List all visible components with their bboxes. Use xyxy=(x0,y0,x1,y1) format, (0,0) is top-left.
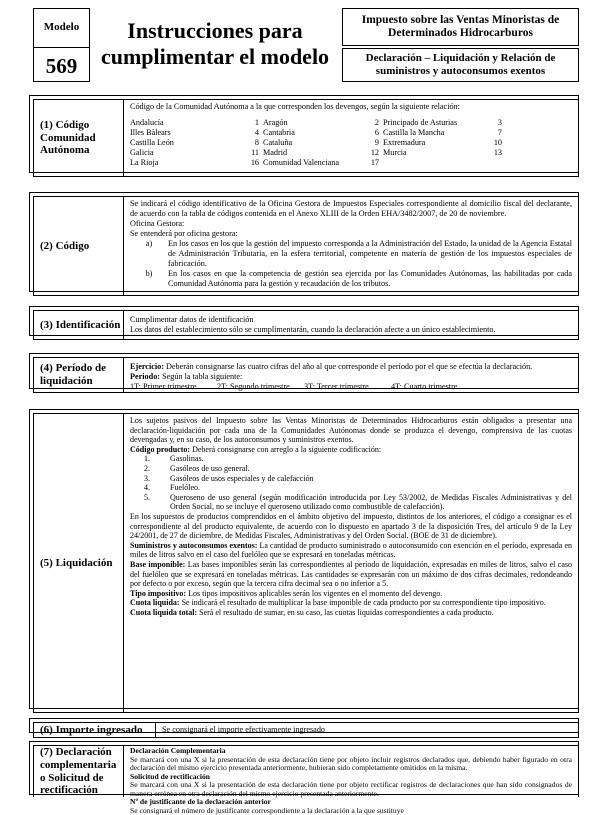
section-2-body xyxy=(124,197,578,295)
section-5 xyxy=(33,413,579,713)
ccaa-code: 8 xyxy=(245,138,263,148)
section-7-body xyxy=(124,746,578,797)
ccaa-code xyxy=(478,158,506,168)
section-3-body xyxy=(124,311,578,339)
product-4: 4. Fuelóleo. xyxy=(130,483,572,493)
ccaa-code: 13 xyxy=(478,148,506,158)
section-7-label: (7) Declaración complementaria o Solicitud de rectificación xyxy=(34,746,124,797)
s4-ejercicio: Ejercicio: Deberán consignarse las cuatro cifras del año al que corresponde el período por el que se efectúa la declaración. xyxy=(130,362,572,372)
s2-item-b: b) En los casos en que la competencia de gestión sea ejercida por las Comunidades Autónomas, las habilitadas por cada Comunidad Autónoma para la gestión y recaudación de los tributos. xyxy=(130,269,572,289)
s4-periodo: Periodo: Según la tabla siguiente: xyxy=(130,372,572,382)
ccaa-code: 16 xyxy=(245,158,263,168)
s7-t2: Se marcará con una X si la presentación de esta declaración tiene por objeto rectificar registros de declaraciones que han sido consignados de manera errónea en otra declaración del mismo ejercicio presentada anteriormente. xyxy=(130,781,572,798)
section-1 xyxy=(33,99,579,177)
product-5: 5. Queroseno de uso general (según modificación introducida por Ley 53/2002, de Medidas Fiscales Administrativas y del Orden Social, no se incluye el queroseno utilizado como combustible de calefacción). xyxy=(130,493,572,512)
ccaa-name: Aragón xyxy=(263,118,353,128)
s7-h3: Nº de justificante de la declaración anterior xyxy=(130,798,572,807)
section-6-body xyxy=(156,723,578,737)
tax-name-box xyxy=(342,8,579,46)
s3-line-1: Cumplimentar datos de identificación xyxy=(130,315,572,325)
section-7 xyxy=(33,745,579,797)
ccaa-code: 10 xyxy=(478,138,506,148)
period-4t: 4T: Cuarto trimestre xyxy=(391,382,478,392)
s7-t3: Se consignará el número de justificante correspondiente a la declaración a la que sustituye xyxy=(130,807,572,815)
ccaa-name: Comunidad Valenciana xyxy=(263,158,353,168)
period-2t: 2T: Segundo trimestre xyxy=(217,382,304,392)
s5-suministros: Suministros y autoconsumos exentos: La cantidad de producto suministrado o autoconsumido con exención en el período, expresada en miles de litros salvo en el caso del fuelóleo que se expresará en toneladas métricas. xyxy=(130,541,572,560)
ccaa-name: Murcia xyxy=(383,148,478,158)
section-1-label: (1) Código Comunidad Autónoma xyxy=(34,100,124,176)
ccaa-name: Castilla León xyxy=(130,138,245,148)
ccaa-code-table xyxy=(130,118,572,168)
section-4-body xyxy=(124,358,578,392)
s5-cuota-liquida: Cuota liquida: Se indicará el resultado de multiplicar la base imponible de cada producto por su correspondiente tipo impositivo. xyxy=(130,598,572,608)
ccaa-code: 1 xyxy=(245,118,263,128)
s1-intro: Código de la Comunidad Autónoma a la que corresponden los devengos, según la siguiente relación: xyxy=(130,102,572,112)
ccaa-name: Extremadura xyxy=(383,138,478,148)
section-5-label: (5) Liquidación xyxy=(34,414,124,712)
modelo-box xyxy=(33,8,90,82)
section-4 xyxy=(33,357,579,393)
section-2-label: (2) Código xyxy=(34,197,124,295)
tax-name: Impuesto sobre las Ventas Minoristas de Determinados Hidrocarburos xyxy=(343,14,578,40)
s7-h2: Solicitud de rectificación xyxy=(130,773,572,782)
ccaa-name: Principado de Asturias xyxy=(383,118,478,128)
product-3: 3. Gasóleos de usos especiales y de calefacción xyxy=(130,474,572,484)
modelo-number: 569 xyxy=(34,54,89,79)
s2-p1: Se indicará el código identificativo de la Oficina Gestora de Impuestos Especiales correspondiente al domicilio fiscal del declarante, de acuerdo con la tabla de códigos contenida en el Anexo XLIII de la Orden EHA/3482/2007, de 20 de noviembre. xyxy=(130,199,572,219)
s5-codigo-producto: Código producto: Deberá consignarse con arreglo a la siguiente codificación: xyxy=(130,445,572,455)
s2-p2: Oficina Gestora: xyxy=(130,219,572,229)
section-5-body xyxy=(124,414,578,712)
section-2 xyxy=(33,196,579,296)
s5-tipo-impositivo: Tipo impositivo: Los tipos impositivos aplicables serán los vigentes en el momento del devengo. xyxy=(130,589,572,599)
ccaa-code: 17 xyxy=(353,158,383,168)
period-1t: 1T: Primer trimestre xyxy=(130,382,217,392)
ccaa-code: 11 xyxy=(245,148,263,158)
ccaa-code: 6 xyxy=(353,128,383,138)
ccaa-code: 2 xyxy=(353,118,383,128)
ccaa-code: 12 xyxy=(353,148,383,158)
section-3-label: (3) Identificación xyxy=(34,311,124,339)
ccaa-name: Madrid xyxy=(263,148,353,158)
ccaa-code: 9 xyxy=(353,138,383,148)
ccaa-code: 4 xyxy=(245,128,263,138)
s5-p2: En los supuestos de productos comprendidos en el ámbito objetivo del impuesto, distintos de los anteriores, el código a consignar es el correspondiente al del producto equivalente, de acuerdo con lo dispuesto en apartado 3 de la disposición Tres, del artículo 9 de la Ley 24/2001, de 27 de diciembre, de Medidas Fiscales, Administrativas y del Orden Social. (BOE de 31 de diciembre). xyxy=(130,512,572,541)
ccaa-name: Cantabria xyxy=(263,128,353,138)
ccaa-name: Galicia xyxy=(130,148,245,158)
title-line-1: Instrucciones para xyxy=(95,18,335,44)
product-1: 1. Gasolinas. xyxy=(130,454,572,464)
s3-line-2: Los datos del establecimiento sólo se cumplimentarán, cuando la declaración afecte a un único establecimiento. xyxy=(130,325,572,335)
s7-t1: Se marcará con una X si la presentación de esta declaración tiene por objeto incluir registros declarados que, debiendo haber figurado en otra declaración del mismo ejercicio presentada anteriormente, hubieran sido completamente omitidos en la misma. xyxy=(130,756,572,773)
ccaa-name: Cataluña xyxy=(263,138,353,148)
period-3t: 3T: Tercer trimestre xyxy=(304,382,391,392)
ccaa-code: 7 xyxy=(478,128,506,138)
ccaa-code: 3 xyxy=(478,118,506,128)
s6-text: Se consignará el importe efectivamente ingresado xyxy=(162,725,572,735)
ccaa-name: Castilla la Mancha xyxy=(383,128,478,138)
section-6 xyxy=(33,722,579,738)
section-3 xyxy=(33,310,579,340)
s2-item-a: a) En los casos en los que la gestión del impuesto corresponda a la Administración del Estado, la unidad de la Agencia Estatal de Administración Tributaria, en la esfera territorial, competente en materia de gestión de los impuestos especiales de fabricación. xyxy=(130,239,572,269)
ccaa-name: Illes Bàlears xyxy=(130,128,245,138)
doc-type-box xyxy=(342,48,579,82)
title-line-2: cumplimentar el modelo xyxy=(95,44,335,70)
s2-p3: Se entenderá por oficina gestora: xyxy=(130,229,572,239)
s5-base-imponible: Base imponible: Las bases imponibles serán las correspondientes al período de liquidación, expresadas en miles de litros, salvo el caso del fuelóleo que se expresará en toneladas métricas. Las cantidades se expresarán con un máximo de dos cifras decimales, redondeando por defecto o por exceso, según que la tercera cifra decimal sea o no inferior a 5. xyxy=(130,560,572,589)
section-1-body xyxy=(124,100,578,176)
page-title xyxy=(95,18,335,71)
s7-h1: Declaración Complementaria xyxy=(130,747,572,756)
product-2: 2. Gasóleos de uso general. xyxy=(130,464,572,474)
section-4-label: (4) Período de liquidación xyxy=(34,358,124,392)
section-6-label: (6) Importe ingresado xyxy=(34,723,156,737)
s4-period-list xyxy=(130,382,572,392)
ccaa-name xyxy=(383,158,478,168)
s5-p1: Los sujetos pasivos del Impuesto sobre las Ventas Minoristas de Determinados Hidrocarburos están obligados a presentar una declaración-liquidación por cada una de la Comunidades Autónomas donde se produzca el devengo, comprensiva de las cuotas devengadas y, en su caso, de los autoconsumos y suministros exentos. xyxy=(130,416,572,445)
s5-cuota-liquida-total: Cuota liquida total: Será el resultado de sumar, en su caso, las cuotas liquidas correspondientes a cada producto. xyxy=(130,608,572,618)
ccaa-name: Andalucía xyxy=(130,118,245,128)
doc-type: Declaración – Liquidación y Relación de suministros y autoconsumos exentos xyxy=(343,52,578,77)
ccaa-name: La Rioja xyxy=(130,158,245,168)
modelo-label: Modelo xyxy=(34,21,89,33)
